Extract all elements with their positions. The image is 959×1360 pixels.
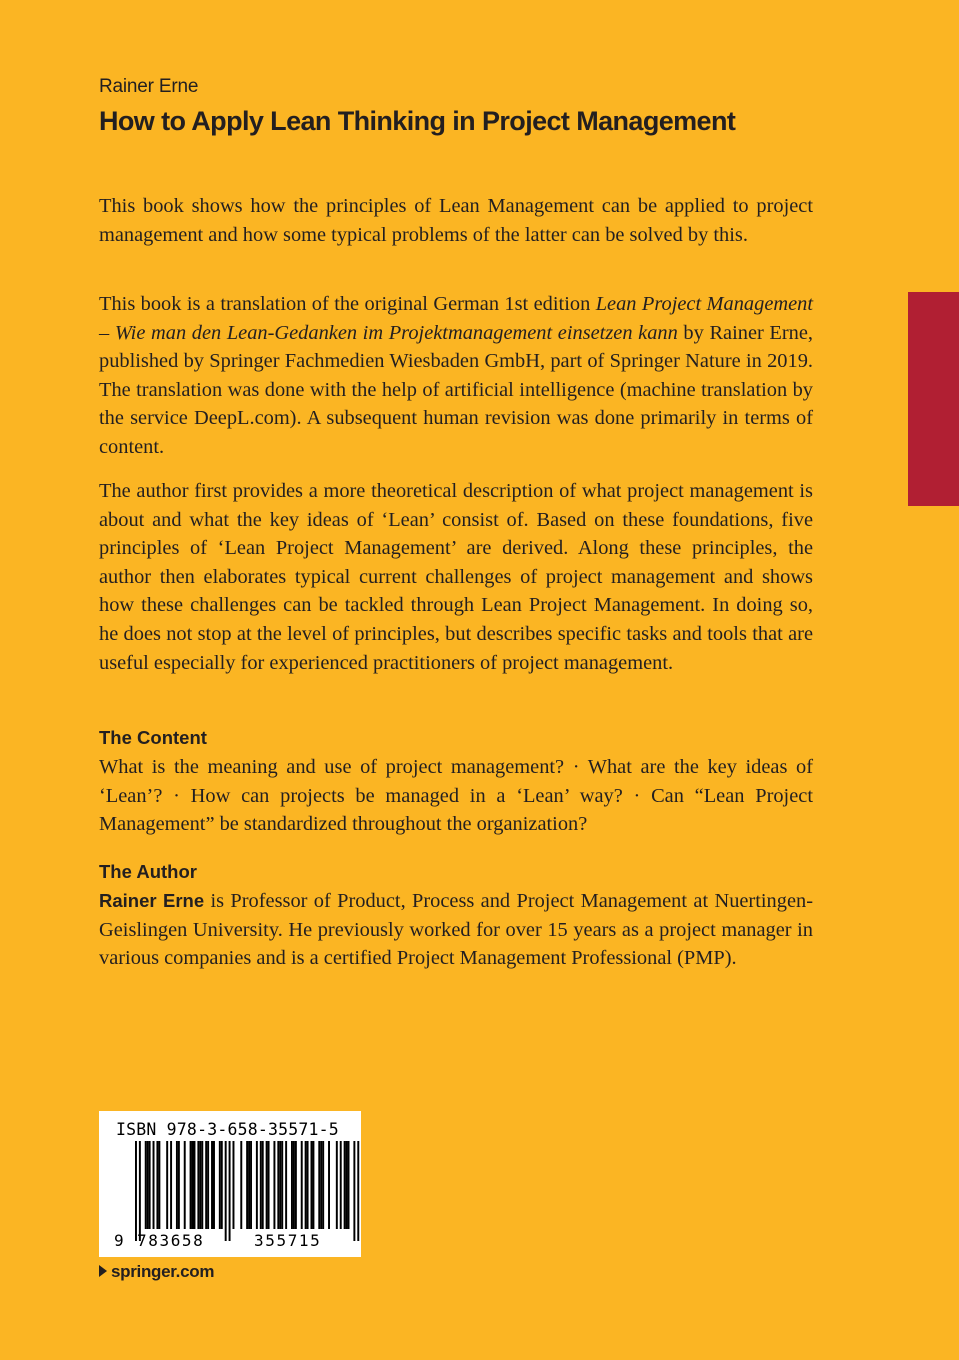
- barcode-bar: [311, 1141, 313, 1229]
- barcode-bar: [197, 1141, 199, 1229]
- barcode-bar: [229, 1141, 231, 1241]
- author-bio: [99, 887, 813, 973]
- barcode-bar: [240, 1141, 242, 1229]
- barcode-bar: [305, 1141, 307, 1229]
- barcode-bar: [312, 1141, 314, 1229]
- translation-paragraph: [99, 290, 813, 462]
- barcode-bar: [260, 1141, 262, 1229]
- barcode-bar: [149, 1141, 151, 1229]
- barcode-bar: [211, 1141, 213, 1229]
- barcode-bar: [207, 1141, 209, 1229]
- barcode-bar: [346, 1141, 348, 1229]
- barcode-bar: [225, 1141, 227, 1241]
- barcode-bar: [279, 1141, 281, 1229]
- barcode-bar: [246, 1141, 248, 1229]
- barcode-bar: [233, 1141, 235, 1229]
- spine-color-tab: [908, 292, 959, 506]
- barcode-bar: [192, 1141, 194, 1229]
- barcode-bar: [285, 1141, 287, 1229]
- barcode-bar: [166, 1141, 168, 1229]
- barcode-bar: [357, 1141, 359, 1241]
- barcode-bar: [184, 1141, 186, 1229]
- barcode-bar: [153, 1141, 155, 1229]
- content-heading: The Content: [99, 727, 207, 748]
- barcode-bar: [201, 1141, 203, 1229]
- author-bio-name: Rainer Erne: [99, 890, 205, 911]
- barcode-bar: [219, 1141, 221, 1229]
- barcode-bar: [281, 1141, 283, 1229]
- barcode-bar: [256, 1141, 258, 1229]
- springer-link-text: springer.com: [111, 1262, 215, 1281]
- barcode-bar: [307, 1141, 309, 1229]
- barcode-bar: [293, 1141, 295, 1229]
- barcode-bar: [291, 1141, 293, 1229]
- barcode-bar: [205, 1141, 207, 1229]
- barcode-bar: [353, 1141, 355, 1241]
- barcode-bar: [318, 1141, 320, 1229]
- content-text: What is the meaning and use of project management? · What are the key ideas of ‘Lean’? · How can projects be managed in a ‘Lean’ way? · Can “Lean Project Management” be standardized throughout the organization?: [99, 756, 813, 836]
- barcode-bar: [178, 1141, 180, 1229]
- barcode-bar: [190, 1141, 192, 1229]
- isbn-barcode: [99, 1111, 361, 1257]
- translation-text-pre: This book is a translation of the original German 1st edition: [99, 293, 596, 315]
- barcode-bar: [320, 1141, 322, 1229]
- barcode-bar: [262, 1141, 264, 1229]
- author-heading: The Author: [99, 861, 197, 882]
- springer-link[interactable]: [99, 1262, 214, 1282]
- barcode-bar: [250, 1141, 252, 1229]
- barcode-bar: [145, 1141, 147, 1229]
- barcode-digit-first: 9: [114, 1231, 124, 1250]
- barcode-bar: [213, 1141, 215, 1229]
- barcode-bar: [266, 1141, 268, 1229]
- barcode-bar: [295, 1141, 297, 1229]
- isbn-label: ISBN 978-3-658-35571-5: [116, 1120, 339, 1139]
- barcode-bar: [277, 1141, 279, 1229]
- author-name-top: Rainer Erne: [99, 76, 199, 97]
- barcode-bar: [322, 1141, 324, 1229]
- description-paragraph: The author first provides a more theoretical description of what project management is about and what the key ideas of ‘Lean’ consist of. Based on these foundations, five principles of ‘Lean Project Management’ are derived. Along these principles, the author then elaborates typical current challenges of project management and shows how these challenges can be tackled through Lean Project Management. In doing so, he does not stop at the level of principles, but describes specific tasks and tools that are useful especially for experienced practitioners of project management.: [99, 480, 813, 674]
- barcode-bar: [170, 1141, 172, 1229]
- barcode-bar: [348, 1141, 350, 1229]
- barcode-bar: [336, 1141, 338, 1229]
- intro-paragraph: This book shows how the principles of Lean Management can be applied to project management and how some typical problems of the latter can be solved by this.: [99, 195, 813, 246]
- barcode-digits-left: 783658: [137, 1231, 205, 1250]
- author-bio-text: is Professor of Product, Process and Project Management at Nuertingen-Geislingen University. He previously worked for over 15 years as a project manager in various companies and is a certified Project Management Professional (PMP).: [99, 890, 813, 970]
- barcode-bar: [199, 1141, 201, 1229]
- barcode-bar: [139, 1141, 141, 1241]
- barcode-bar: [221, 1141, 223, 1229]
- barcode-bar: [340, 1141, 342, 1229]
- barcode-bar: [135, 1141, 137, 1241]
- barcode-bar: [176, 1141, 178, 1229]
- barcode-bar: [194, 1141, 196, 1229]
- barcode-bar: [301, 1141, 303, 1229]
- barcode-bar: [156, 1141, 158, 1229]
- arrow-right-icon: [99, 1265, 107, 1277]
- barcode-bar: [268, 1141, 270, 1229]
- barcode-bar: [248, 1141, 250, 1229]
- translation-text-post: by Rainer Erne, published by Springer Fachmedien Wiesbaden GmbH, part of Springer Nature in 2019. The translation was done with the help of artificial intelligence (machine translation by the service DeepL.com). A subsequent human revision was done primarily in terms of content.: [99, 321, 814, 458]
- original-title: Lean Project Management – Wie man den Lean-Gedanken im Projektmanagement einsetzen kann: [99, 293, 814, 344]
- barcode-bar: [344, 1141, 346, 1229]
- barcode-bar: [328, 1141, 330, 1229]
- barcode-bar: [158, 1141, 160, 1229]
- barcode-bar: [147, 1141, 149, 1229]
- barcode-digits-right: 355715: [254, 1231, 322, 1250]
- book-title: How to Apply Lean Thinking in Project Management: [99, 106, 736, 136]
- barcode-bar: [273, 1141, 275, 1229]
